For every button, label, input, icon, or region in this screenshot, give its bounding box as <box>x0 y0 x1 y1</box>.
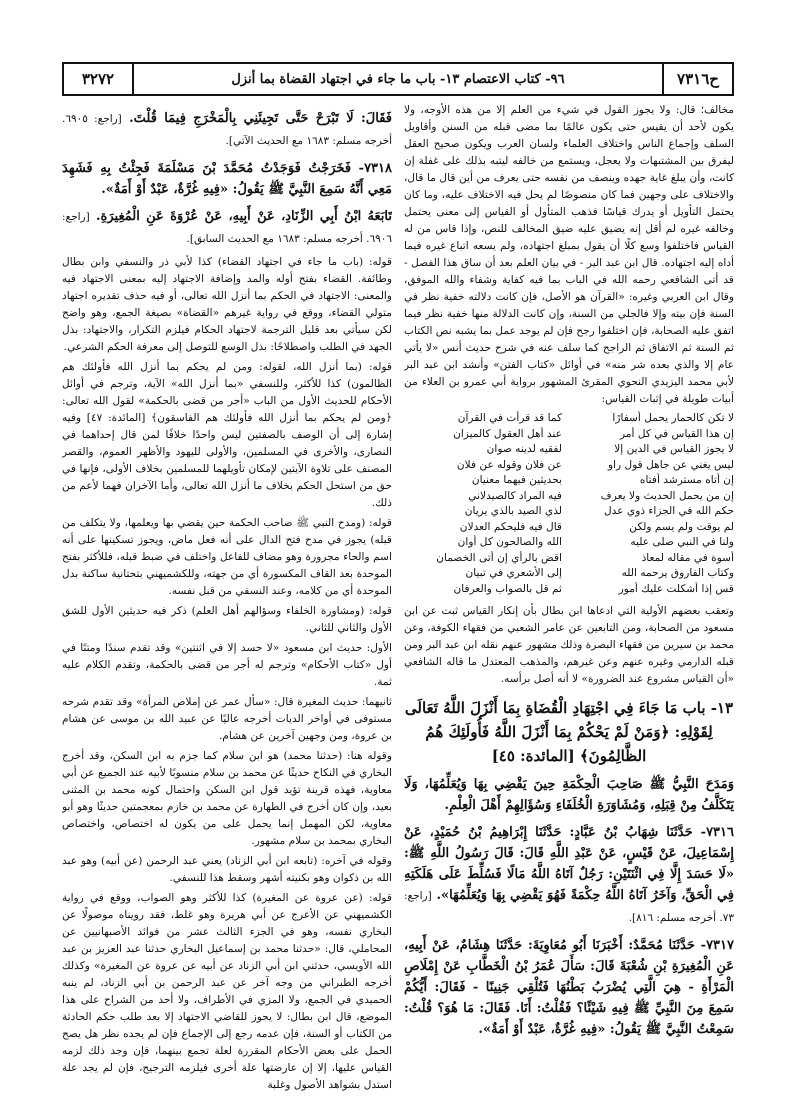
hadith-reference: [راجع: ٦٩٠٦. أخرجه مسلم: ١٦٨٣ مع الحديث السابق]. <box>62 211 392 245</box>
poem-line: أسوة في مقاله لمعاذ <box>641 551 734 564</box>
commentary-paragraph: قوله: (عن عروة عن المغيرة) كذا للأكثر وهو الصواب، ووقع في رواية الكشميهني عن الأعرج عن أبي هريرة وهو غلط، فقد رويناه موصولًا عن البخاري نفسه، وهو في الجزء الثالث عشر من فوائد الأصبهانيين عن المحاملي، قال: «حدثنا محمد بن إسماعيل البخاري حدثنا عبد العزيز بن عبد الله الأويسي، حدثني ابن أبي الزناد عن أبيه عن عروة عن المغيرة» وكذلك أخرجه الطبراني من وجه آخر عن عبد الرحمن بن أبي الزناد، لم ينبه الحميدي في الجمع، ولا المزي في الأطراف، ولا أحد من الشراح على هذا الموضع، قال ابن بطال: لا يجوز للقاضي الاجتهاد إلا بعد طلب حكم الحادثة من الكتاب أو السنة، فإن عدمه رجع إلى الإجماع فإن لم يجده نظر هل يصح الحمل على بعض الأحكام المقررة لعلة تجمع بينهما، فإن وجد ذلك لزمه القياس عليها، إلا إن عارضتها علة أخرى فيلزمه الترجيح، فإن لم يجد علة استدل بشواهد الأصول وغلبة <box>62 892 392 1091</box>
poem-line: لذي الصيد بالذي يريان <box>464 505 562 517</box>
poem-line: عند أهل العقول كالميزان <box>453 427 562 440</box>
poem <box>404 411 734 597</box>
hadith-reference: [راجع: ٧٣. أخرجه مسلم: ٨١٦]. <box>404 890 734 924</box>
commentary-paragraph: وقوله في آخره: (تابعه ابن أبي الزناد) يعني عبد الرحمن (عن أبيه) وهو عبد الله بن ذكوان وهو بكنيته أشهر وسقط هذا للنسفي. <box>62 855 392 884</box>
hadith-reference: [راجع: ٦٩٠٥. أخرجه مسلم: ١٦٨٣ مع الحديث الآتي]. <box>62 113 392 147</box>
commentary-paragraph: الأول: حديث ابن مسعود «لا حسد إلا في اثنتين» وقد تقدم سندًا ومتنًا في أول «كتاب الأحكام» وترجم له أجر من قضى بالحكمة، وتقدم الكلام عليه ثمة. <box>62 642 392 688</box>
commentary-paragraph: قوله: (باب ما جاء في اجتهاد القضاء) كذا لأبي ذر والنسفي وابن بطال وطائفة. القضاء بفتح أوله والمد وإضافة الاجتهاد إليه بمعنى الاجتهاد فيه والمعنى: الاجتهاد في الحكم بما أنزل الله تعالى، أو فيه حذف تقديره اجتهاد متولي القضاء، ووقع في رواية غيرهم «القضاة» بصيغة الجمع، وهو واضح لكن سيأتي بعد قليل الترجمة لاجتهاد الحكام فيلزم التكرار، والاجتهاد: بذل الجهد في الطلب واصطلاحًا: بذل الوسع للتوصل إلى معرفة الحكم الشرعي. <box>62 256 392 353</box>
poem-line: إن من يحمل الحديث ولا يعرف <box>600 489 734 502</box>
left-column <box>62 102 392 1092</box>
chapter-heading: ١٣- باب مَا جَاءَ فِي اجْتِهَادِ الْقُضَاةِ بِمَا أَنْزَلَ اللَّهُ تَعَالَى لِقَوْلِهِ: ﴿وَمَنْ لَمْ يَحْكُمْ بِمَا أَنْزَلَ اللَّهُ فَأُولَئِكَ هُمُ الظَّالِمُونَ﴾ [المائدة: ٤٥] <box>404 699 734 765</box>
running-title: ٩٦- كتاب الاعتصام ١٣- باب ما جاء في اجتهاد القضاة بما أنزل <box>231 71 565 87</box>
poem-line: لا يجوز القياس في الدين إلا <box>614 443 734 455</box>
poem-line: فيه المراد كالصيدلاني <box>468 489 562 502</box>
poem-line: قال فيه فليحكم العدلان <box>459 520 562 533</box>
poem-line: ولنا في النبي صلى عليه <box>630 536 734 548</box>
poem-line: إن أتاه مسترشد أفتاه <box>639 474 734 486</box>
poem-line: حكم الله في الجزاء ذوي عدل <box>603 505 734 517</box>
commentary-paragraph: وقوله هنا: (حدثنا محمد) هو ابن سلام كما جزم به ابن السكن، وقد أخرج البخاري في النكاح حديثًا عن محمد بن سلام منسوبًا لأبيه عند الجميع عن أبي معاوية، فهذه قرينة تؤيد قول ابن السكن واحتمال كونه محمد بن المثنى بعيد، وإن كان أخرج في الطهارة عن محمد بن خازم بمعجمتين حديثًا وهو أبو معاوية، لكن المهمل إنما يحمل على من يكون له اختصاص، واختصاص البخاري بمحمد بن سلام مشهور. <box>62 750 392 847</box>
poem-line: قس إذا أشكلت عليك أمور <box>618 582 734 595</box>
poem-line: وكتاب الفاروق يرحمه الله <box>621 567 734 579</box>
poem-line: لم يوقت ولم يسم ولكن <box>629 520 734 533</box>
poem-line: لا تكن كالحمار يحمل أسفارًا <box>612 412 734 424</box>
hadith-7318: ٧٣١٨- فَخَرَجْتُ فَوَجَدْتُ مُحَمَّدَ بْنَ مَسْلَمَةَ فَجِئْتُ بِهِ فَشَهِدَ مَعِي أَنَّهُ سَمِعَ النَّبِيَّ ﷺ يَقُولُ: «فِيهِ غُرَّةٌ، عَبْدٌ أَوْ أَمَةٌ». <box>62 161 392 197</box>
poem-line: ليس يغني عن جاهل قول راو <box>607 458 734 471</box>
poem-line: كما قد قرأت في القرآن <box>457 412 562 424</box>
poem-line: إن هذا القياس في كل أمر <box>620 427 734 440</box>
chapter-body: وَمَدَحَ النَّبِيُّ ﷺ صَاحِبَ الْحِكْمَةِ حِينَ يَقْضِي بِهَا وَيُعَلِّمُهَا، وَلَا يَتَكَلَّفُ مِنْ قِبَلِهِ، وَمُشَاوَرَةِ الْخُلَفَاءِ وَسُؤَالِهِمْ أَهْلَ الْعِلْمِ. <box>404 777 734 813</box>
commentary-paragraph: ثانيهما: حديث المغيرة قال: «سأل عمر عن إملاص المرأة» وقد تقدم شرحه مستوفى في أواخر الديات أخرجه عاليًا عن عبيد الله بن موسى عن هشام بن عروة، ومن وجهين آخرين عن هشام. <box>62 696 392 742</box>
hadith-text: ٧٣١٦- حَدَّثَنَا شِهَابُ بْنُ عَبَّادٍ: حَدَّثَنَا إِبْرَاهِيمُ بْنُ حُمَيْدٍ، عَنْ إِسْمَاعِيلَ، عَنْ قَيْسٍ، عَنْ عَبْدِ اللَّهِ قَالَ: قَالَ رَسُولُ اللَّهِ ﷺ: «لَا حَسَدَ إِلَّا فِي اثْنَتَيْنِ: رَجُلٌ آتَاهُ اللَّهُ مَالًا فَسُلِّطَ عَلَى هَلَكَتِهِ فِي الْحَقِّ، وَآخَرُ آتَاهُ اللَّهُ حِكْمَةً فَهُوَ يَقْضِي بِهَا وَيُعَلِّمُهَا». <box>404 825 734 903</box>
poem-line: اقض بالرأي إن أتى الخصمان <box>436 551 562 564</box>
commentary-paragraph: قوله: (ومدح النبي ﷺ صاحب الحكمة حين يقضي بها ويعلمها، ولا يتكلف من قبله) يجوز في مدح فتح الدال على أنه فعل ماض، ويجوز تسكينها على أنه اسم والحاء مجرورة وهو مضاف للفاعل واختلف في ضبط قبله، فللأكثر بفتح الموحدة بعد القاف المكسورة أي من جهته، وللكشميهني بتحتانية ساكنة بدل الموحدة أي من كلامه، وعند النسفي من قبل نفسه. <box>62 517 392 597</box>
poem-line: إلى الأشعري في تبيان <box>465 567 562 579</box>
right-column <box>404 102 734 1092</box>
poem-line: لفقيه لدينه صوان <box>486 443 562 455</box>
hadith-text: فَقَالَ: لَا تَبْرَحْ حَتَّى تَجِيئَنِي بِالْمَخْرَجِ فِيمَا قُلْتَ. <box>129 111 392 126</box>
page-header <box>62 62 734 96</box>
hadith-7317: ٧٣١٧- حَدَّثَنَا مُحَمَّدٌ: أَخْبَرَنَا أَبُو مُعَاوِيَةَ: حَدَّثَنَا هِشَامٌ، عَنْ أَبِيهِ، عَنِ الْمُغِيرَةِ بْنِ شُعْبَةَ قَالَ: سَأَلَ عُمَرُ بْنُ الْخَطَّابِ عَنْ إِمْلَاصِ الْمَرْأَةِ - هِيَ الَّتِي يُضْرَبُ بَطْنُهَا فَتُلْقِي جَنِينًا - فَقَالَ: أَيُّكُمْ سَمِعَ مِنَ النَّبِيِّ ﷺ فِيهِ شَيْئًا؟ فَقُلْتُ: أَنَا. فَقَالَ: مَا هُوَ؟ قُلْتُ: سَمِعْتُ النَّبِيَّ ﷺ يَقُولُ: «فِيهِ غُرَّةٌ، عَبْدٌ أَوْ أَمَةٌ». <box>404 938 734 1037</box>
page-number: ٣٢٧٢ <box>64 64 134 94</box>
commentary-paragraph: مخالف؛ قال: ولا يجوز القول في شيء من العلم إلا من هذه الأوجه، ولا يكون لأحد أن يقيس حتى يكون عالمًا بما مضى قبله من السنن وأقاويل السلف وإجماع الناس واختلاف العلماء ولسان العرب ويكون صحيح العقل ليفرق بين المشتبهات ولا يعجل، ويستمع من خالفه ليتبه بذلك على غفلة إن كانت، وأن يبلغ غاية جهده وينصف من نفسه حتى يعرف من أين قال ما قال، والاختلاف على وجهين فما كان منصوصًا لم يحل فيه الاختلاف عليه، وما كان يحتمل التأويل أو يدرك قياسًا فذهب المتأول أو القياس إلى معنى يحتمل وخالفه غيره لم أقل إنه يضيق عليه ضيق المخالف للنص، وإذا قاس من له القياس فاختلفوا وسع كلًا أن يقول بمبلغ اجتهاده، ولم يسعه اتباع غيره فيما أداه إليه اجتهاده. قال ابن عبد البر - في بيان العلم بعد أن ساق هذا الفصل - قد أتى الشافعي رحمه الله في الباب بما فيه كفاية وشفاء والله الموفق، وقال ابن العربي وغيره: «القرآن هو الأصل، فإن كانت دلالته خفية نظر في السنة فإن بيته وإلا فالجلي من السنة، وإن كانت الدلالة منها خفية نظر فيما اتفق عليه الصحابة، فإن اختلفوا رجح فإن لم يوجد عمل بما يشبه نص الكتاب ثم السنة ثم الاتفاق ثم الراجح كما سلف عنه في شرح حديث أنس «لا يأتي عام إلا والذي بعده شر منه» في أوائل «كتاب الفتن» وأنشد ابن عبد البر لأبي محمد اليزيدي النحوي المقرئ المشهور برواية أبي عمرو بن العلاء من أبيات طويلة في إثبات القياس: <box>404 104 734 405</box>
hadith-text: تَابَعَهُ ابْنُ أَبِي الزِّنَادِ، عَنْ أَبِيهِ، عَنْ عُرْوَةَ عَنِ الْمُغِيرَةِ. <box>96 209 392 224</box>
poem-line: الله والصالحون كل أوان <box>457 536 562 548</box>
poem-line: بحديثين فيهما معنيان <box>471 474 562 486</box>
poem-line: عن فلان وقوله عن فلان <box>456 458 562 471</box>
commentary-paragraph: قوله: (ومشاورة الخلفاء وسؤالهم أهل العلم) ذكر فيه حديثين الأول للشق الأول والثاني للثاني. <box>62 605 392 634</box>
tabaa-note <box>62 206 392 250</box>
hadith-7316 <box>404 822 734 929</box>
hadith-continuation <box>62 108 392 152</box>
commentary-paragraph: قوله: (بما أنزل الله، لقوله: ومن لم يحكم بما أنزل الله فأولئك هم الظالمون) كذا للأكثر، وللنسفي «بما أنزل الله» الآية، وترجم في أوائل الأحكام للحديث الأول من الباب «أجر من قضى بالحكمة» لقول الله تعالى: ﴿ومن لم يحكم بما أنزل الله فأولئك هم الفاسقون﴾ [المائدة: ٤٧] وفيه إشارة إلى أن الوصف بالصفتين ليس واحدًا خلافًا لمن قال إحداهما في النصارى، والأخرى في المسلمين، والأولى لليهود والأظهر العموم، والقصر المصنف على تلاوة الآيتين لإمكان تأويلهما للمسلمين بخلاف الأولى، فإنها في حق من استحل الحكم بخلاف ما أنزل الله تعالى، وأما الآخران فهما لأعم من ذلك. <box>62 361 392 509</box>
hadith-number: ح٧٣١٦ <box>662 64 732 94</box>
commentary-paragraph: وتعقب بعضهم الأولية التي ادعاها ابن بطال بأن إنكار القياس ثبت عن ابن مسعود من الصحابة، ومن التابعين عن عامر الشعبي من فقهاء الكوفة، وعن محمد بن سيرين من فقهاء البصرة وذلك مشهور عنهم نقله ابن عبد البر ومن قبله الدارمي وغيره عنهم وعن غيرهم، والمذهب المعتدل ما قاله الشافعي «أن القياس مشروع عند الضرورة» لا أنه أصل برأسه. <box>404 605 734 685</box>
book-page <box>62 62 734 1092</box>
poem-line: ثم قل بالصواب والعرفان <box>453 582 562 595</box>
